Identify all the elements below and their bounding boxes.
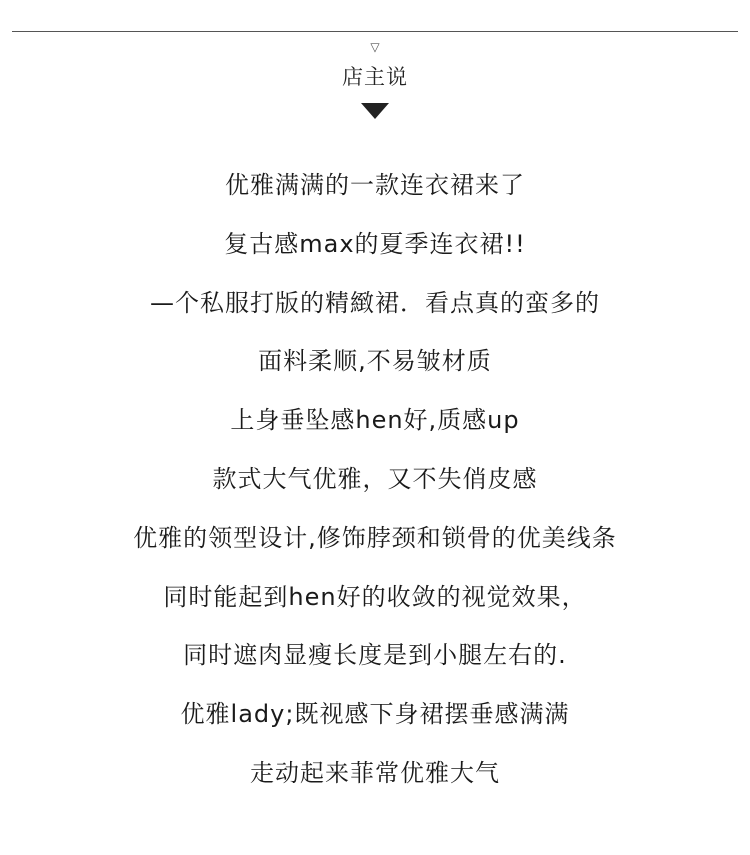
description-line: 上身垂坠感hen好,质感up	[230, 406, 520, 435]
description-line: 面料柔顺,不易皱材质	[258, 347, 492, 376]
description-line: 同时遮肉显瘦长度是到小腿左右的.	[183, 641, 567, 670]
down-triangle-filled-icon	[361, 103, 389, 119]
top-divider	[12, 31, 738, 32]
description-line: 走动起来菲常优雅大气	[250, 758, 500, 787]
description-line: 优雅lady;既视感下身裙摆垂感满满	[180, 700, 570, 729]
down-triangle-outline-icon: ▽	[370, 40, 380, 54]
description-line: 优雅满满的一款连衣裙来了	[225, 171, 525, 199]
description-line: 款式大气优雅，又不失俏皮感	[212, 464, 538, 493]
description-line: 优雅的领型设计,修饰脖颈和锁骨的优美线条	[133, 523, 617, 552]
description-text	[0, 162, 750, 809]
description-line: —个私服打版的精緻裙．看点真的蛮多的	[150, 288, 600, 317]
section-title: 店主说	[342, 65, 408, 89]
description-line: 复古感max的夏季连衣裙!!	[224, 229, 526, 258]
description-line: 同时能起到hen好的收敛的视觉效果，	[163, 582, 587, 611]
